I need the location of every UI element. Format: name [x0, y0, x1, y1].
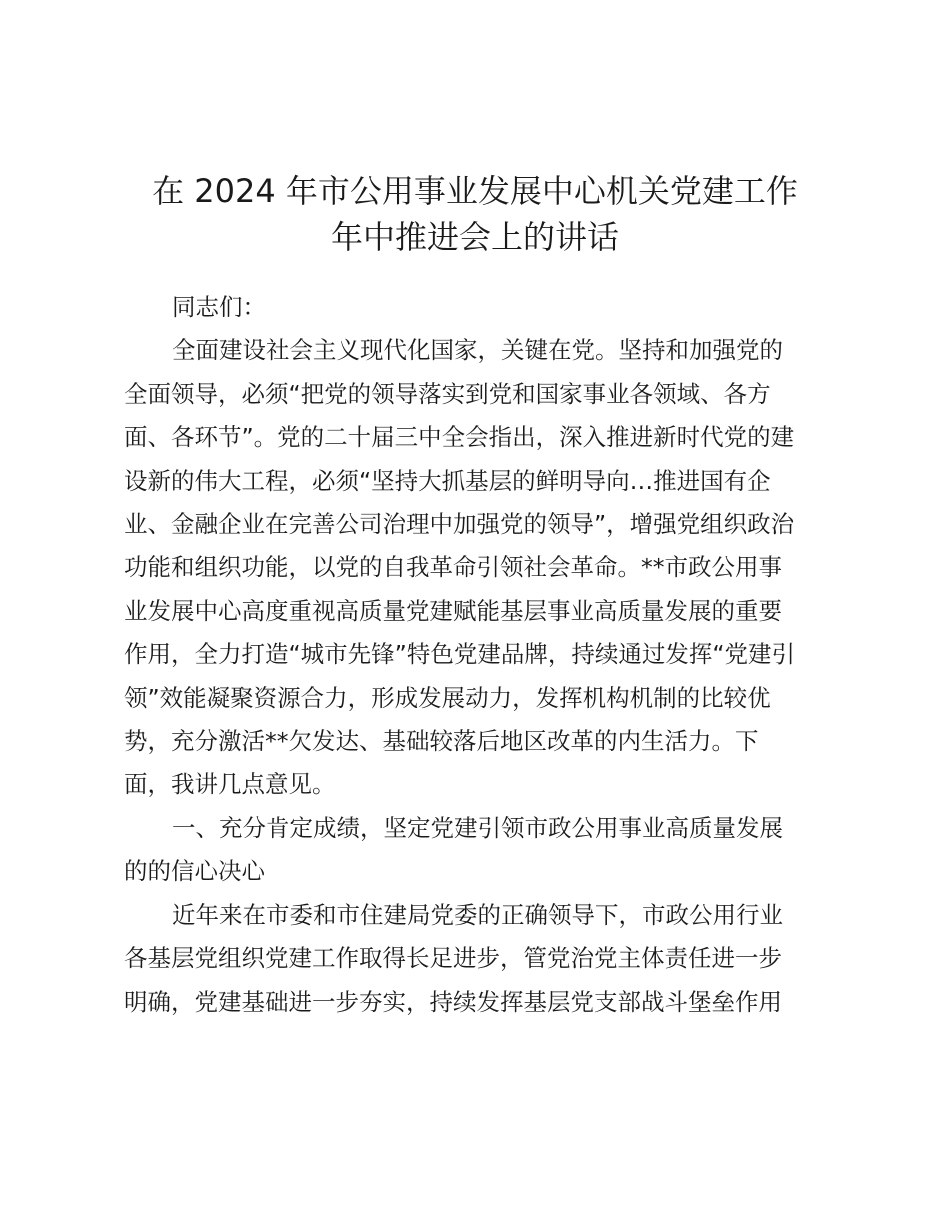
- paragraph-line: 业发展中心高度重视高质量党建赋能基层事业高质量发展的重要: [124, 596, 782, 625]
- paragraph-line: 面，我讲几点意见。: [124, 770, 336, 799]
- salutation: 同志们：: [172, 293, 266, 321]
- heading-line: 的的信心决心: [124, 857, 265, 886]
- paragraph-line: 各基层党组织党建工作取得长足进步，管党治党主体责任进一步: [124, 944, 782, 973]
- paragraph-1: [124, 329, 834, 806]
- title-line-2: 年中推进会上的讲话: [330, 218, 619, 256]
- paragraph-line: 面、各环节”。党的二十届三中全会指出，深入推进新时代党的建: [124, 423, 795, 452]
- paragraph-line: 全面建设社会主义现代化国家，关键在党。坚持和加强党的: [172, 336, 783, 365]
- document-title: [100, 168, 850, 260]
- paragraph-line: 领”效能凝聚资源合力，形成发展动力，发挥机构机制的比较优: [124, 683, 771, 712]
- paragraph-line: 功能和组织功能，以党的自我革命引领社会革命。**市政公用事: [124, 553, 782, 582]
- paragraph-line: 作用，全力打造“城市先锋”特色党建品牌，持续通过发挥“党建引: [124, 640, 796, 669]
- paragraph-line: 势，充分激活**欠发达、基础较落后地区改革的内生活力。下: [124, 727, 759, 756]
- paragraph-line: 近年来在市委和市住建局党委的正确领导下，市政公用行业: [172, 900, 783, 929]
- paragraph-line: 明确，党建基础进一步夯实，持续发挥基层党支部战斗堡垒作用: [124, 987, 782, 1016]
- paragraph-line: 业、金融企业在完善公司治理中加强党的领导”，增强党组织政治: [124, 510, 795, 539]
- section-heading-1: [124, 807, 834, 894]
- title-line-1: 在 2024 年市公用事业发展中心机关党建工作: [152, 172, 798, 210]
- document-body: [124, 286, 834, 1024]
- paragraph-2: [124, 894, 834, 1024]
- paragraph-line: 全面领导，必须“把党的领导落实到党和国家事业各领域、各方: [124, 379, 771, 408]
- heading-line: 一、充分肯定成绩，坚定党建引领市政公用事业高质量发展: [172, 813, 783, 842]
- paragraph-line: 设新的伟大工程，必须“坚持大抓基层的鲜明导向…推进国有企: [124, 466, 771, 495]
